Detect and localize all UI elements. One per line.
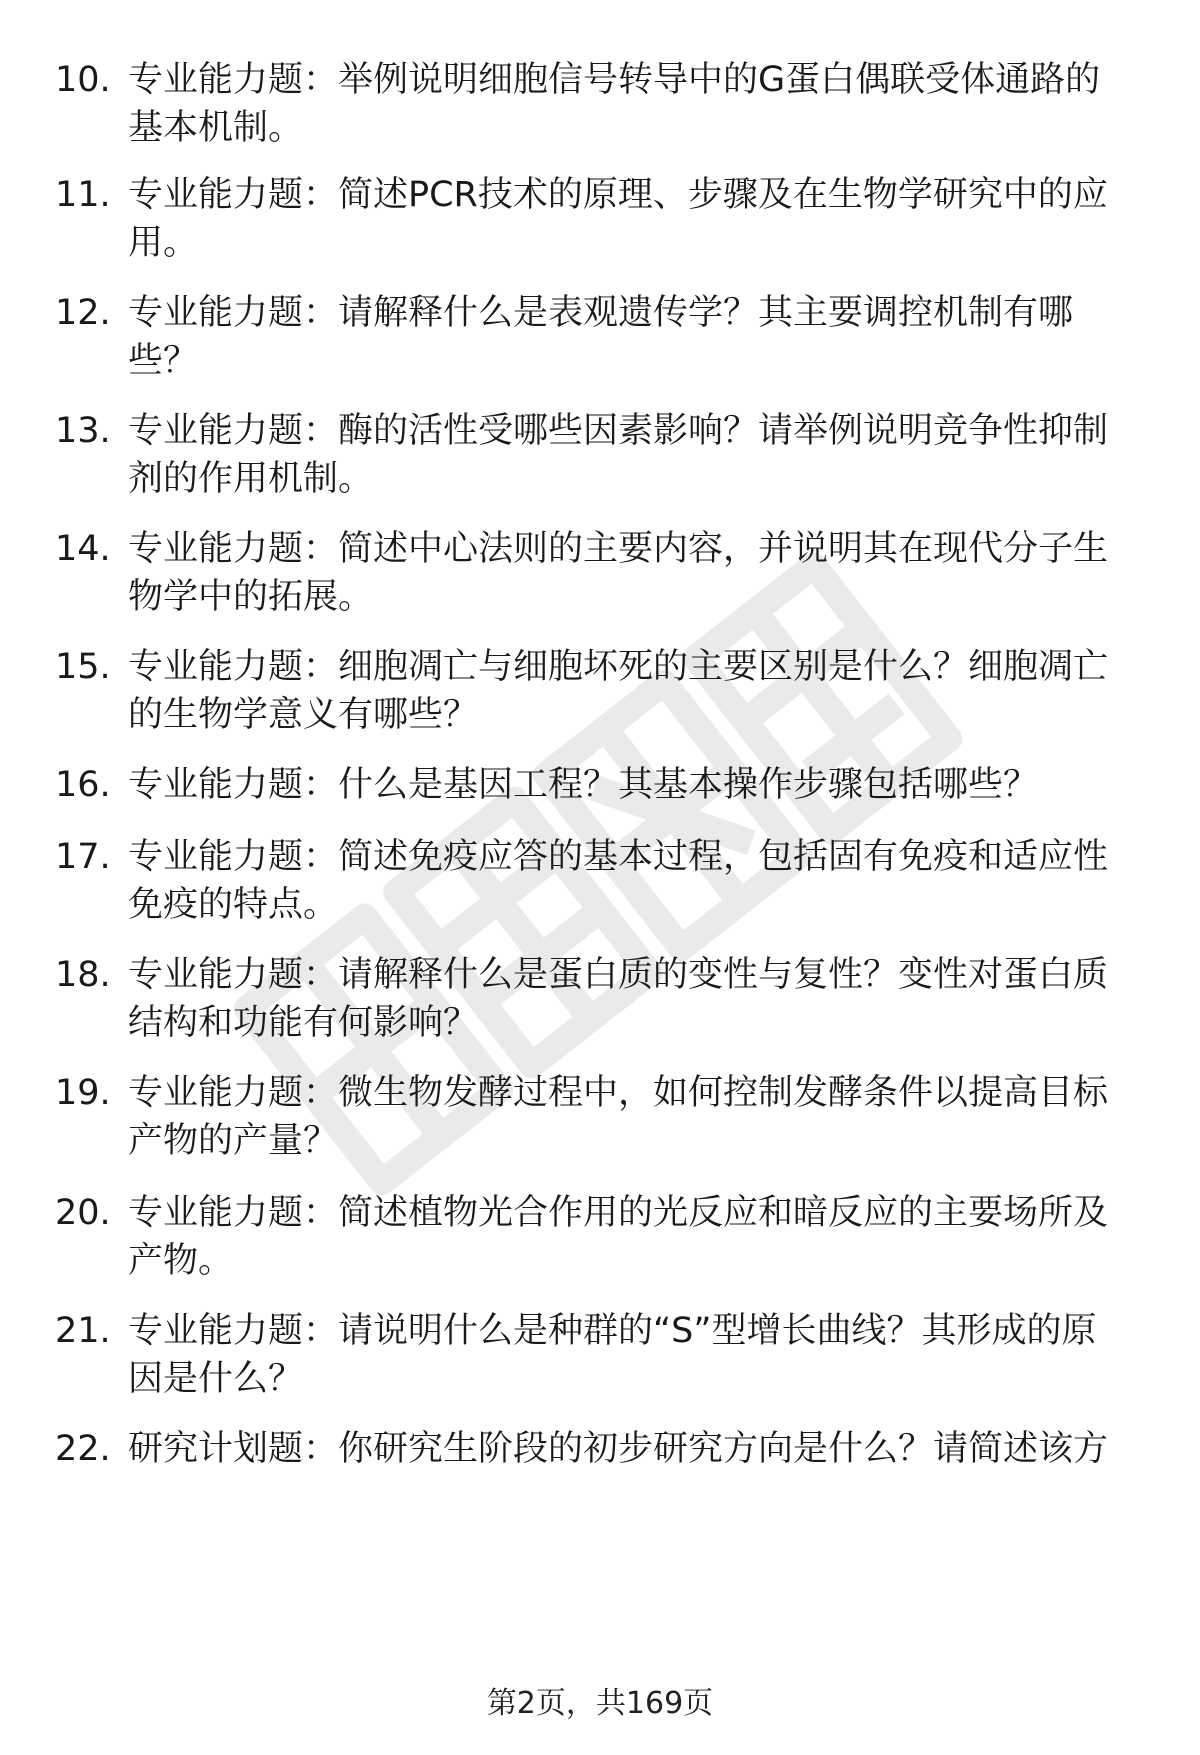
question-line: 些？ bbox=[128, 341, 199, 381]
question-text bbox=[128, 1189, 1168, 1285]
question-line: 因是什么？ bbox=[128, 1359, 304, 1399]
question-number: 11. bbox=[55, 175, 111, 215]
question-text bbox=[128, 407, 1168, 503]
question-line: 结构和功能有何影响？ bbox=[128, 1003, 479, 1043]
question-line: 物学中的拓展。 bbox=[128, 577, 374, 617]
question-line: 的生物学意义有哪些？ bbox=[128, 695, 479, 735]
question-line: 用。 bbox=[128, 223, 199, 263]
question-line: 专业能力题：简述PCR技术的原理、步骤及在生物学研究中的应 bbox=[128, 175, 1108, 215]
question-number: 22. bbox=[55, 1429, 111, 1469]
question-number: 19. bbox=[55, 1073, 111, 1113]
question-text bbox=[128, 171, 1168, 267]
question-text bbox=[128, 1069, 1168, 1165]
question-text bbox=[128, 525, 1168, 621]
question-number: 14. bbox=[55, 529, 111, 569]
question-text bbox=[128, 761, 1168, 809]
question-line: 产物。 bbox=[128, 1241, 234, 1281]
question-text bbox=[128, 833, 1168, 929]
question-number: 16. bbox=[55, 765, 111, 805]
question-text bbox=[128, 56, 1168, 152]
question-line: 专业能力题：简述中心法则的主要内容，并说明其在现代分子生 bbox=[128, 529, 1109, 569]
question-line: 产物的产量？ bbox=[128, 1121, 339, 1161]
question-number: 15. bbox=[55, 647, 111, 687]
question-text bbox=[128, 1307, 1168, 1403]
question-line: 专业能力题：简述植物光合作用的光反应和暗反应的主要场所及 bbox=[128, 1193, 1109, 1233]
question-line: 专业能力题：请解释什么是表观遗传学？其主要调控机制有哪 bbox=[128, 293, 1074, 333]
question-text bbox=[128, 1425, 1168, 1473]
question-number: 18. bbox=[55, 955, 111, 995]
question-number: 17. bbox=[55, 837, 111, 877]
page-footer: 第2页，共169页 bbox=[486, 1686, 714, 1721]
question-number: 21. bbox=[55, 1311, 111, 1351]
question-text bbox=[128, 951, 1168, 1047]
question-line: 基本机制。 bbox=[128, 108, 304, 148]
question-line: 专业能力题：微生物发酵过程中，如何控制发酵条件以提高目标 bbox=[128, 1073, 1109, 1113]
question-line: 专业能力题：请说明什么是种群的“S”型增长曲线？其形成的原 bbox=[128, 1311, 1097, 1351]
question-number: 20. bbox=[55, 1193, 111, 1233]
question-number: 12. bbox=[55, 293, 111, 333]
question-number: 13. bbox=[55, 411, 111, 451]
question-number: 10. bbox=[55, 60, 111, 100]
question-line: 专业能力题：酶的活性受哪些因素影响？请举例说明竞争性抑制 bbox=[128, 411, 1109, 451]
question-line: 剂的作用机制。 bbox=[128, 459, 374, 499]
question-line: 专业能力题：简述免疫应答的基本过程，包括固有免疫和适应性 bbox=[128, 837, 1109, 877]
question-line: 免疫的特点。 bbox=[128, 885, 339, 925]
question-line: 研究计划题：你研究生阶段的初步研究方向是什么？请简述该方 bbox=[128, 1429, 1109, 1469]
question-text bbox=[128, 289, 1168, 385]
question-line: 专业能力题：什么是基因工程？其基本操作步骤包括哪些？ bbox=[128, 765, 1039, 805]
question-line: 专业能力题：请解释什么是蛋白质的变性与复性？变性对蛋白质 bbox=[128, 955, 1109, 995]
question-text bbox=[128, 643, 1168, 739]
question-line: 专业能力题：细胞凋亡与细胞坏死的主要区别是什么？细胞凋亡 bbox=[128, 647, 1109, 687]
question-line: 专业能力题：举例说明细胞信号转导中的G蛋白偶联受体通路的 bbox=[128, 60, 1101, 100]
